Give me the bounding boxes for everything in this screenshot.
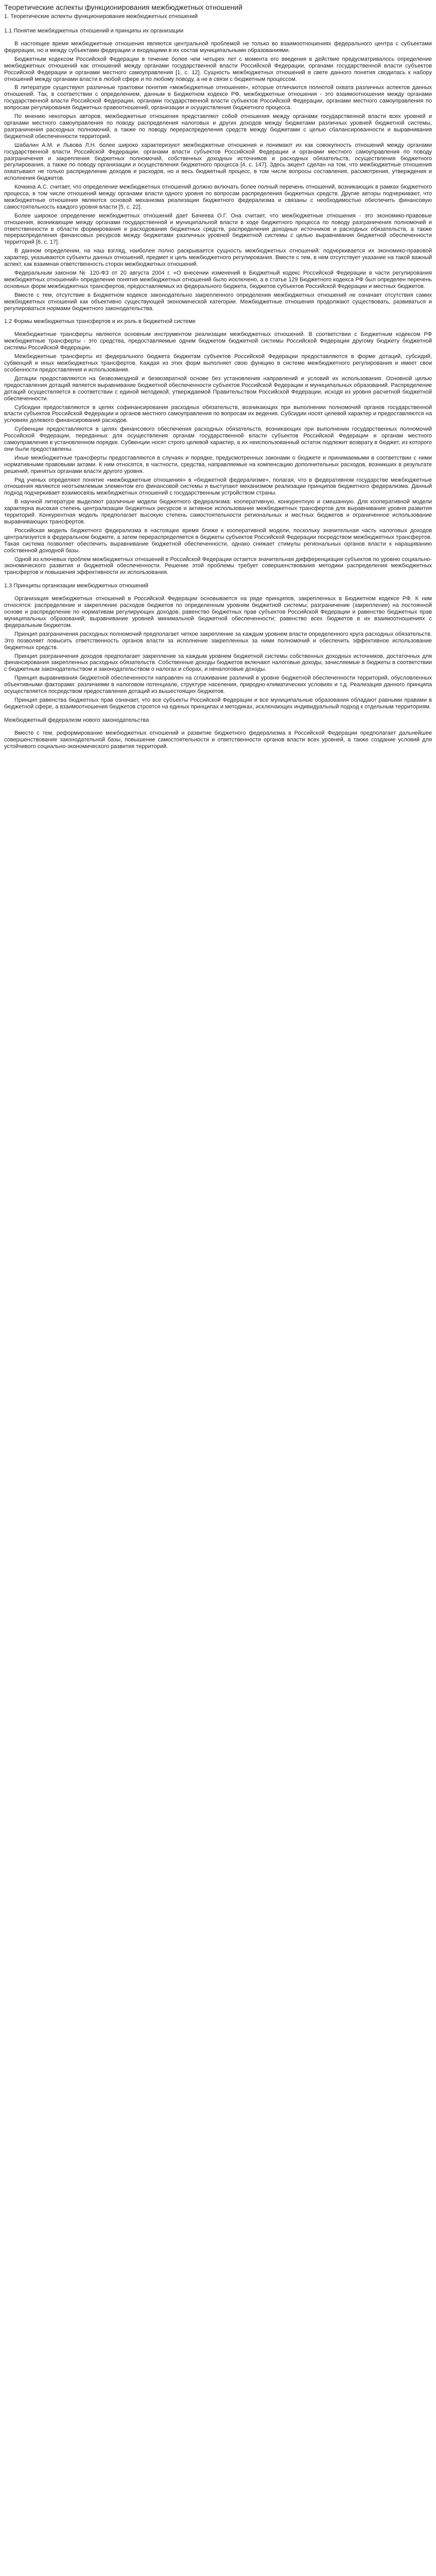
paragraph: Вместе с тем, реформирование межбюджетных отношений и развитие бюджетного федерализма в Российской Федерации предполагает дальнейшее совершенствование законодательной базы, повышение самостоятельности и ответственности органов власти всех уровней, а также создание условий для устойчивого социально-экономического развития территорий. xyxy=(4,730,432,750)
paragraph: Принцип выравнивания бюджетной обеспеченности направлен на сглаживание различий в уровне бюджетной обеспеченности территорий, обусловленных объективными факторами: различиями в налоговом потенциале, структуре населения, природно-климатических условиях и т.д. Реализация данного принципа осуществляется посредством предоставления дотаций из вышестоящих бюджетов. xyxy=(4,675,432,695)
paragraph: Принцип разграничения расходных полномочий предполагает четкое закрепление за каждым уровнем власти определенного круга расходных обязательств. Это позволяет повысить ответственность органов власти за исполнение закрепленных за ними полномочий и обеспечить эффективное использование бюджетных средств. xyxy=(4,631,432,651)
paragraph: Межбюджетные трансферты являются основным инструментом реализации межбюджетных отношений. В соответствии с Бюджетным кодексом РФ межбюджетные трансферты - это средства, предоставляемые одним бюджетом бюджетной системы Российской Федерации другому бюджету бюджетной системы Российской Федерации. xyxy=(4,331,432,351)
paragraph: Принцип разграничения доходов предполагает закрепление за каждым уровнем бюджетной системы собственных доходных источников, достаточных для финансирования закрепленных расходных обязательств. Собственные доходы бюджетов включают налоговые доходы, зачисляемые в бюджеты в соответствии с бюджетным законодательством и законодательством о налогах и сборах, и неналоговые доходы. xyxy=(4,653,432,673)
paragraph: Одной из ключевых проблем межбюджетных отношений в Российской Федерации остается значительная дифференциация субъектов по уровню социально-экономического развития и бюджетной обеспеченности. Решение этой проблемы требует совершенствования методики распределения межбюджетных трансфертов и повышения эффективности их использования. xyxy=(4,556,432,576)
section-4-heading: Межбюджетный федерализм нового законодательства xyxy=(4,717,149,723)
section-3 xyxy=(4,582,432,710)
paragraph: Вместе с тем, отсутствие в Бюджетном кодексе законодательно закрепленного определения межбюджетных отношений не означает отсутствия самих межбюджетных отношений как объективно существующей экономической категории. Межбюджетные отношения продолжают существовать, развиваться и регулироваться нормами бюджетного законодательства. xyxy=(4,292,432,312)
paragraph: Принцип равенства бюджетных прав означает, что все субъекты Российской Федерации и все муниципальные образования обладают равными правами в бюджетной сфере, а взаимоотношения бюджетов строятся на единых принципах и методиках, исключающих индивидуальный подход к отдельным территориям. xyxy=(4,697,432,710)
document-title: Теоретические аспекты функционирования межбюджетных отношений xyxy=(4,3,242,11)
paragraph: Иные межбюджетные трансферты предоставляются в случаях и порядке, предусмотренных законами о бюджете и принимаемыми в соответствии с ними нормативными правовыми актами. К ним относятся, в частности, средства, направляемые на компенсацию дополнительных расходов, возникших в результате решений, принятых органами власти другого уровня. xyxy=(4,454,432,474)
paragraph: В настоящее время межбюджетные отношения являются центральной проблемой не только во взаимоотношениях федерального центра с субъектами федерации, но и между субъектами федерации и входящими в их состав муниципальными образованиями. xyxy=(4,41,432,54)
paragraph: В данном определении, на наш взгляд, наиболее полно раскрывается сущность межбюджетных отношений: подчеркивается их экономико-правовой характер, указываются субъекты данных отношений, предмет и цель межбюджетного регулирования. Вместе с тем, в нем отсутствует указание на такой важный аспект, как взаимная ответственность сторон межбюджетных отношений. xyxy=(4,248,432,268)
paragraph: Организация межбюджетных отношений в Российской Федерации основывается на ряде принципов, закрепленных в Бюджетном кодексе РФ. К ним относятся: распределение и закрепление расходов бюджетов по определенным уровням бюджетной системы; разграничение (закрепление) на постоянной основе и распределение по нормативам регулирующих доходов; равенство бюджетных прав субъектов Российской Федерации и равенство бюджетных прав муниципальных образований; выравнивание уровней минимальной бюджетной обеспеченности; равенство всех бюджетов в их взаимоотношениях с федеральным бюджетом. xyxy=(4,596,432,629)
paragraph: Межбюджетные трансферты из федерального бюджета бюджетам субъектов Российской Федерации предоставляются в форме дотаций, субсидий, субвенций и иных межбюджетных трансфертов. Каждая из этих форм выполняет свою функцию в системе межбюджетного регулирования и имеет свои особенности предоставления и использования. xyxy=(4,353,432,373)
paragraph: Бюджетным кодексом Российской Федерации в течение более чем четырех лет с момента его введения в действие предусматривалось определение межбюджетных отношений как отношений между органами государственной власти Российской Федерации, органами государственной власти субъектов Российской Федерации и органами местного самоуправления [1, с. 12]. Сущность межбюджетных отношений в свете данного понятия сводилась к набору отношений между органами власти в любой сфере и по любому поводу, а не в связи с бюджетным процессом. xyxy=(4,56,432,82)
paragraph: Шабалин А.М. и Львова Л.Н. более широко характеризуют межбюджетные отношения и понимают их как совокупность отношений между органами государственной власти Российской Федерации, органами власти субъектов Российской Федерации и органами местного самоуправления по поводу разграничения и закрепления бюджетных полномочий, собственных доходных источников и расходных обязательств, осуществления бюджетного регулирования, а также по поводу организации и осуществления бюджетного процесса [4, с. 147]. Здесь акцент сделан на том, что межбюджетные отношения охватывают не только распределение доходов и расходов, но и весь бюджетный процесс, в том числе вопросы составления, рассмотрения, утверждения и исполнения бюджетов. xyxy=(4,142,432,182)
document-subtitle: 1. Теоретические аспекты функционирования межбюджетных отношений xyxy=(4,13,198,20)
section-2 xyxy=(4,318,432,576)
paragraph: Ряд ученых определяют понятие «межбюджетные отношения» в «бюджетной федерализме», полагая, что в федеративном государстве межбюджетные отношения являются неотъемлемым элементом его финансовой системы и выступают механизмом реализации принципов бюджетного федерализма. Данный подход подчеркивает взаимосвязь межбюджетных отношений с государственным устройством страны. xyxy=(4,477,432,497)
section-3-heading: 1.3 Принципы организации межбюджетных отношений xyxy=(4,583,148,589)
paragraph: Кочкина А.С. считает, что определение межбюджетных отношений должно включать более полный перечень отношений, возникающих в рамках бюджетного процесса, в том числе отношений между органами власти одного уровня по вопросам распределения бюджетных средств. Другие авторы подчеркивают, что межбюджетные отношения являются основой механизма реализации бюджетного федерализма и связаны с необходимостью обеспечить финансовую самостоятельность каждого уровня власти [5, с. 22]. xyxy=(4,184,432,210)
section-2-heading: 1.2 Формы межбюджетных трансфертов и их роль в бюджетной системе xyxy=(4,318,196,325)
paragraph: Федеральным законом № 120-ФЗ от 20 августа 2004 г. «О внесении изменений в Бюджетный кодекс Российской Федерации в части регулирования межбюджетных отношений» определение понятия межбюджетных отношений было исключено, а в статье 129 Бюджетного кодекса РФ был определен перечень основных форм межбюджетных трансфертов, предоставляемых из федерального бюджета, бюджетов субъектов Российской Федерации и местных бюджетов. xyxy=(4,270,432,290)
section-1-heading: 1.1 Понятие межбюджетных отношений и принципы их организации xyxy=(4,28,184,34)
paragraph: По мнению некоторых авторов, межбюджетные отношения представляют собой отношения между органами государственной власти всех уровней и органами местного самоуправления по поводу распределения налоговых и других доходов между бюджетами различных уровней бюджетной системы, разграничения расходных полномочий, а также по поводу перераспределения средств между бюджетами с целью сбалансированности и выравнивания бюджетной обеспеченности территорий. xyxy=(4,113,432,140)
paragraph: Дотации предоставляются на безвозмездной и безвозвратной основе без установления направлений и условий их использования. Основной целью предоставления дотаций является выравнивание бюджетной обеспеченности субъектов Российской Федерации и муниципальных образований. Распределение дотаций осуществляется в соответствии с единой методикой, утверждаемой Правительством Российской Федерации, исходя из уровня расчетной бюджетной обеспеченности. xyxy=(4,375,432,402)
paragraph: Российская модель бюджетного федерализма в настоящее время ближе к кооперативной модели, поскольку значительная часть налоговых доходов централизуется в федеральном бюджете, а затем перераспределяется в бюджеты субъектов Российской Федерации посредством межбюджетных трансфертов. Такая система позволяет обеспечить выравнивание бюджетной обеспеченности, однако снижает стимулы региональных органов власти к наращиванию собственной доходной базы. xyxy=(4,527,432,554)
paragraph: Субвенции предоставляются в целях финансового обеспечения расходных обязательств, возникающих при выполнении государственных полномочий Российской Федерации, переданных для осуществления органам государственной власти субъектов Российской Федерации и органам местного самоуправления в установленном порядке. Субвенции носят строго целевой характер, а их неиспользованный остаток подлежит возврату в бюджет, из которого они были предоставлены. xyxy=(4,426,432,452)
paragraph: Субсидии предоставляются в целях софинансирования расходных обязательств, возникающих при выполнении полномочий органов государственной власти субъектов Российской Федерации и органов местного самоуправления по вопросам их ведения. Субсидии носят целевой характер и предоставляются на условиях долевого финансирования расходов. xyxy=(4,404,432,424)
paragraph: В научной литературе выделяют различные модели бюджетного федерализма: кооперативную, конкурентную и смешанную. Для кооперативной модели характерна высокая степень централизации бюджетных ресурсов и активное использование межбюджетных трансфертов для выравнивания уровня развития территорий. Конкурентная модель предполагает высокую степень самостоятельности региональных и местных бюджетов и ограниченное использование выравнивающих трансфертов. xyxy=(4,499,432,525)
paragraph: В литературе существуют различные трактовки понятия «межбюджетные отношения», которые отличаются полнотой охвата различных аспектов данных отношений. Так, в соответствии с определением, данным в Бюджетном кодексе РФ, межбюджетные отношения - это взаимоотношения между органами государственной власти Российской Федерации, органами государственной власти субъектов Российской Федерации, органами местного самоуправления по вопросам регулирования бюджетных правоотношений, организации и осуществления бюджетного процесса. xyxy=(4,84,432,111)
section-1 xyxy=(4,27,432,312)
document-page xyxy=(0,0,436,750)
section-4 xyxy=(4,717,432,750)
paragraph: Более широкое определение межбюджетных отношений дает Бачеева О.Г. Она считает, что межбюджетные отношения - это экономико-правовые отношения, возникающие между органами государственной и муниципальной власти в ходе бюджетного процесса по поводу разграничения полномочий и ответственности в области формирования и расходования бюджетных средств, распределения доходных источников и расходных обязательств, а также перераспределения финансовых ресурсов между бюджетами различных уровней бюджетной системы с целью выравнивания бюджетной обеспеченности территорий [6, с. 17]. xyxy=(4,212,432,246)
